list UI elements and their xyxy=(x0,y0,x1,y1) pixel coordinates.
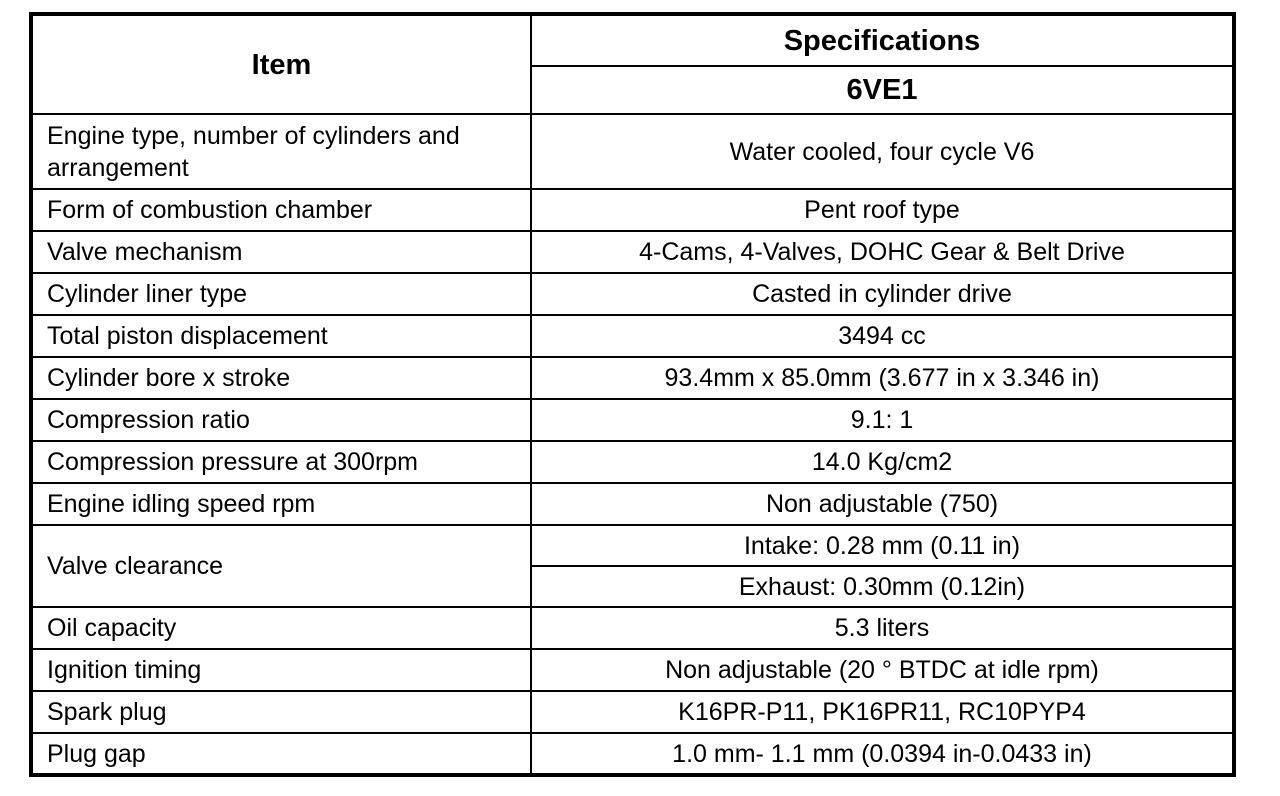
row-value: 1.0 mm- 1.1 mm (0.0394 in-0.0433 in) xyxy=(531,733,1234,775)
table-row xyxy=(31,691,1234,733)
header-item: Item xyxy=(31,14,531,114)
table-row xyxy=(31,315,1234,357)
row-value: Water cooled, four cycle V6 xyxy=(531,114,1234,189)
row-item: Spark plug xyxy=(31,691,531,733)
table-row xyxy=(31,649,1234,691)
row-item: Engine type, number of cylinders and arrangement xyxy=(31,114,531,189)
table-row xyxy=(31,733,1234,775)
row-item: Engine idling speed rpm xyxy=(31,483,531,525)
row-value: Casted in cylinder drive xyxy=(531,273,1234,315)
row-item: Cylinder liner type xyxy=(31,273,531,315)
row-value: Pent roof type xyxy=(531,189,1234,231)
row-value-exhaust: Exhaust: 0.30mm (0.12in) xyxy=(531,566,1234,607)
row-item: Compression ratio xyxy=(31,399,531,441)
row-item: Cylinder bore x stroke xyxy=(31,357,531,399)
row-item: Total piston displacement xyxy=(31,315,531,357)
table-row xyxy=(31,607,1234,649)
row-value: 93.4mm x 85.0mm (3.677 in x 3.346 in) xyxy=(531,357,1234,399)
table-row xyxy=(31,114,1234,189)
row-item: Valve mechanism xyxy=(31,231,531,273)
row-value: 3494 cc xyxy=(531,315,1234,357)
table-row xyxy=(31,231,1234,273)
header-specifications: Specifications xyxy=(531,14,1234,66)
table-row xyxy=(31,483,1234,525)
row-item: Form of combustion chamber xyxy=(31,189,531,231)
table-row xyxy=(31,357,1234,399)
row-value: K16PR-P11, PK16PR11, RC10PYP4 xyxy=(531,691,1234,733)
row-item: Compression pressure at 300rpm xyxy=(31,441,531,483)
engine-specifications-table xyxy=(29,12,1236,777)
header-row xyxy=(31,14,1234,66)
table-row xyxy=(31,441,1234,483)
row-value-intake: Intake: 0.28 mm (0.11 in) xyxy=(531,525,1234,566)
row-value: 5.3 liters xyxy=(531,607,1234,649)
row-item: Oil capacity xyxy=(31,607,531,649)
row-item: Ignition timing xyxy=(31,649,531,691)
header-model: 6VE1 xyxy=(531,66,1234,114)
row-value: 9.1: 1 xyxy=(531,399,1234,441)
table-row xyxy=(31,189,1234,231)
table-row-valve-clearance xyxy=(31,525,1234,566)
row-value: 4-Cams, 4-Valves, DOHC Gear & Belt Drive xyxy=(531,231,1234,273)
table-row xyxy=(31,273,1234,315)
row-value: 14.0 Kg/cm2 xyxy=(531,441,1234,483)
table-row xyxy=(31,399,1234,441)
row-value: Non adjustable (20 ° BTDC at idle rpm) xyxy=(531,649,1234,691)
row-item: Valve clearance xyxy=(31,525,531,607)
row-value: Non adjustable (750) xyxy=(531,483,1234,525)
row-item: Plug gap xyxy=(31,733,531,775)
